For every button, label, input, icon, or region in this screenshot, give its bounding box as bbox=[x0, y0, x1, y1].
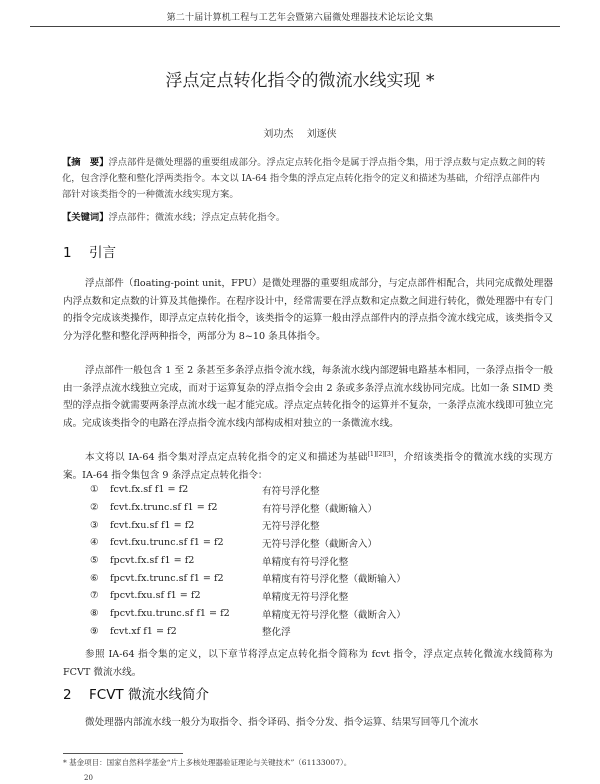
instruction-item bbox=[90, 552, 530, 570]
keywords-label: 【关键词】 bbox=[62, 212, 109, 223]
instruction-mnemonic: fcvt.fx.trunc.sf f1 = f2 bbox=[110, 502, 218, 514]
instruction-mnemonic: fcvt.fx.sf f1 = f2 bbox=[110, 484, 189, 496]
paragraph-text: ，介绍该类指令的微流水线的实现方案。IA-64 指令集包含 9 条浮点定点转化指令： bbox=[63, 452, 553, 481]
instruction-mnemonic: fcvt.fxu.sf f1 = f2 bbox=[110, 519, 195, 531]
instruction-mnemonic: fcvt.xf f1 = f2 bbox=[110, 625, 177, 637]
footnote: * 基金项目：国家自然科学基金“片上多核处理器验证理论与关键技术”（61133007）。 bbox=[63, 758, 352, 767]
item-marker: ① bbox=[90, 484, 99, 496]
authors bbox=[0, 125, 600, 140]
body-paragraph: 浮点部件（floating-point unit，FPU）是微处理器的重要组成部分，与定点部件相配合，共同完成微处理器内浮点数和定点数的计算及其他操作。在程序设计中，经常需要在浮点数和定点数之间进行转化，微处理器中有专门的指令完成该类操作，即浮点定点转化指令，该类指令的运算一般由浮点部件内的浮点指令流水线完成，该类指令又分为浮化整和整化浮两种指令，两部分为 8~10 条具体指令。 bbox=[63, 278, 553, 342]
instruction-description: 整化浮 bbox=[262, 627, 291, 639]
author-name: 刘功杰 bbox=[263, 129, 294, 140]
instruction-mnemonic: fpcvt.fx.trunc.sf f1 = f2 bbox=[110, 572, 224, 584]
instruction-mnemonic: fcvt.fxu.trunc.sf f1 = f2 bbox=[110, 537, 224, 549]
instruction-description: 单精度有符号浮化整（截断输入） bbox=[262, 574, 406, 586]
instruction-description: 无符号浮化整（截断舍入） bbox=[262, 538, 378, 550]
instruction-item bbox=[90, 569, 530, 587]
item-marker: ② bbox=[90, 502, 99, 514]
section-number: 1 bbox=[63, 245, 72, 261]
instruction-mnemonic: fpcvt.fx.sf f1 = f2 bbox=[110, 555, 195, 567]
item-marker: ⑧ bbox=[90, 608, 99, 620]
footnote-divider bbox=[63, 753, 183, 754]
section-title: 引言 bbox=[89, 245, 116, 261]
body-paragraph: 参照 IA-64 指令集的定义，以下章节将浮点定点转化指令简称为 fcvt 指令，浮点定点转化微流水线简称为 FCVT 微流水线。 bbox=[63, 649, 553, 678]
instruction-item bbox=[90, 605, 530, 623]
item-marker: ⑨ bbox=[90, 625, 99, 637]
instruction-item bbox=[90, 516, 530, 534]
abstract-label: 【摘 要】 bbox=[62, 157, 109, 168]
instruction-description: 有符号浮化整 bbox=[262, 485, 320, 497]
paragraph-text: 本文将以 IA-64 指令集对浮点定点转化指令的定义和描述为基础 bbox=[85, 452, 368, 464]
section-title: FCVT 微流水线简介 bbox=[89, 687, 209, 703]
instruction-item bbox=[90, 587, 530, 605]
abstract bbox=[62, 155, 548, 203]
running-header: 第二十届计算机工程与工艺年会暨第六届微处理器技术论坛论文集 bbox=[166, 13, 434, 23]
instruction-mnemonic: fpcvt.fxu.sf f1 = f2 bbox=[110, 590, 201, 602]
instruction-description: 单精度无符号浮化整（截断舍入） bbox=[262, 609, 406, 621]
item-marker: ⑤ bbox=[90, 555, 99, 567]
citation: [1][2][3] bbox=[367, 451, 394, 458]
instruction-item bbox=[90, 623, 530, 641]
item-marker: ③ bbox=[90, 519, 99, 531]
instruction-item bbox=[90, 481, 530, 499]
page-number: 20 bbox=[84, 774, 93, 782]
instruction-description: 无符号浮化整 bbox=[262, 521, 320, 533]
instruction-description: 单精度有符号浮化整 bbox=[262, 556, 349, 568]
instruction-description: 单精度无符号浮化整 bbox=[262, 591, 349, 603]
abstract-text: 浮点部件是微处理器的重要组成部分。浮点定点转化指令是属于浮点指令集，用于浮点数与定点数之间的转化，包含浮化整和整化浮两类指令。本文以 IA-64 指令集的浮点定点转化指令的定义和描述为基础，介绍浮点部件内部针对该类指令的一种微流水线实现方案。 bbox=[62, 157, 546, 200]
item-marker: ④ bbox=[90, 537, 99, 549]
section-heading bbox=[63, 683, 209, 703]
item-marker: ⑦ bbox=[90, 590, 99, 602]
keywords-text: 浮点部件；微流水线；浮点定点转化指令。 bbox=[108, 212, 286, 223]
paper-title: 浮点定点转化指令的微流水线实现 * bbox=[165, 71, 435, 91]
keywords bbox=[62, 209, 548, 223]
instruction-description: 有符号浮化整（截断输入） bbox=[262, 503, 378, 515]
instruction-item bbox=[90, 499, 530, 517]
instruction-mnemonic: fpcvt.fxu.trunc.sf f1 = f2 bbox=[110, 608, 230, 620]
item-marker: ⑥ bbox=[90, 572, 99, 584]
body-paragraph: 浮点部件一般包含 1 至 2 条甚至多条浮点指令流水线，每条流水线内部逻辑电路基本相同，一条浮点指令一般由一条浮点流水线独立完成，而对于运算复杂的浮点指令会由 2 条或多条浮点流水线协同完成。比如一条 SIMD 类型的浮点指令就需要两条浮点流水线一起才能完成。浮点定点转化指令的运算并不复杂，一条浮点流水线即可独立完成。完成该类指令的电路在浮点指令流水线内部构成相对独立的一条微流水线。 bbox=[63, 365, 553, 429]
instruction-item bbox=[90, 534, 530, 552]
instruction-list bbox=[90, 481, 530, 640]
author-name: 刘逐侠 bbox=[306, 129, 337, 140]
section-heading bbox=[63, 241, 116, 261]
body-paragraph: 微处理器内部流水线一般分为取指令、指令译码、指令分发、指令运算、结果写回等几个流水 bbox=[85, 717, 479, 728]
body-paragraph bbox=[63, 446, 553, 484]
section-number: 2 bbox=[63, 687, 72, 703]
header-divider bbox=[30, 26, 560, 27]
